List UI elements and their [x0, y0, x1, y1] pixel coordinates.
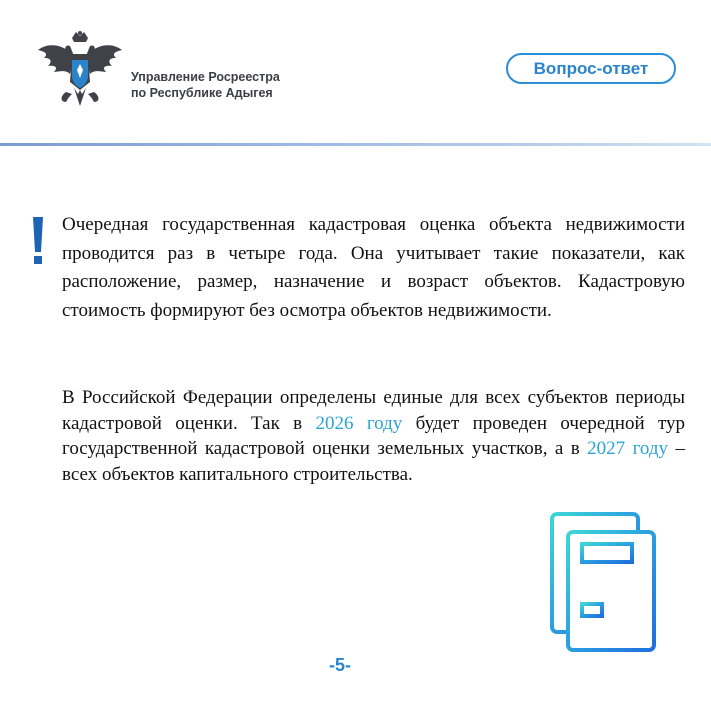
year-2027-highlight: 2027 году — [587, 438, 669, 459]
paragraph-assessment-periods — [62, 385, 685, 487]
header — [0, 0, 711, 150]
header-divider — [0, 143, 711, 146]
organization-name — [131, 69, 280, 101]
document-icon — [550, 512, 660, 656]
year-2026-highlight: 2026 году — [315, 412, 403, 434]
organization-name-line2: по Республике Адыгея — [131, 86, 273, 100]
paragraph2-text-1: В Российской Федерации определены единые для всех субъектов периоды кадастровой оценки. Так в — [62, 387, 685, 434]
paragraph2-text-3: – всех объектов капитального строительства. — [62, 438, 685, 485]
page-number: -5- — [329, 655, 351, 675]
organization-name-line1: Управление Росреестра — [131, 70, 280, 84]
paragraph-assessment-frequency: Очередная государственная кадастровая оценка объекта недвижимости проводится раз в четыре года. Она учитывает такие показатели, как расположение, размер, назначение и возраст объектов. Кадастровую стоимость формируют без осмотра объектов недвижимости. — [62, 214, 685, 321]
paragraph2-text-2: будет проведен очередной тур государственной кадастровой оценки земельных участков, а в — [62, 412, 685, 459]
rosreestr-emblem-icon — [36, 30, 124, 114]
qa-badge: Вопрос-ответ — [506, 53, 676, 84]
exclamation-icon — [30, 216, 46, 266]
